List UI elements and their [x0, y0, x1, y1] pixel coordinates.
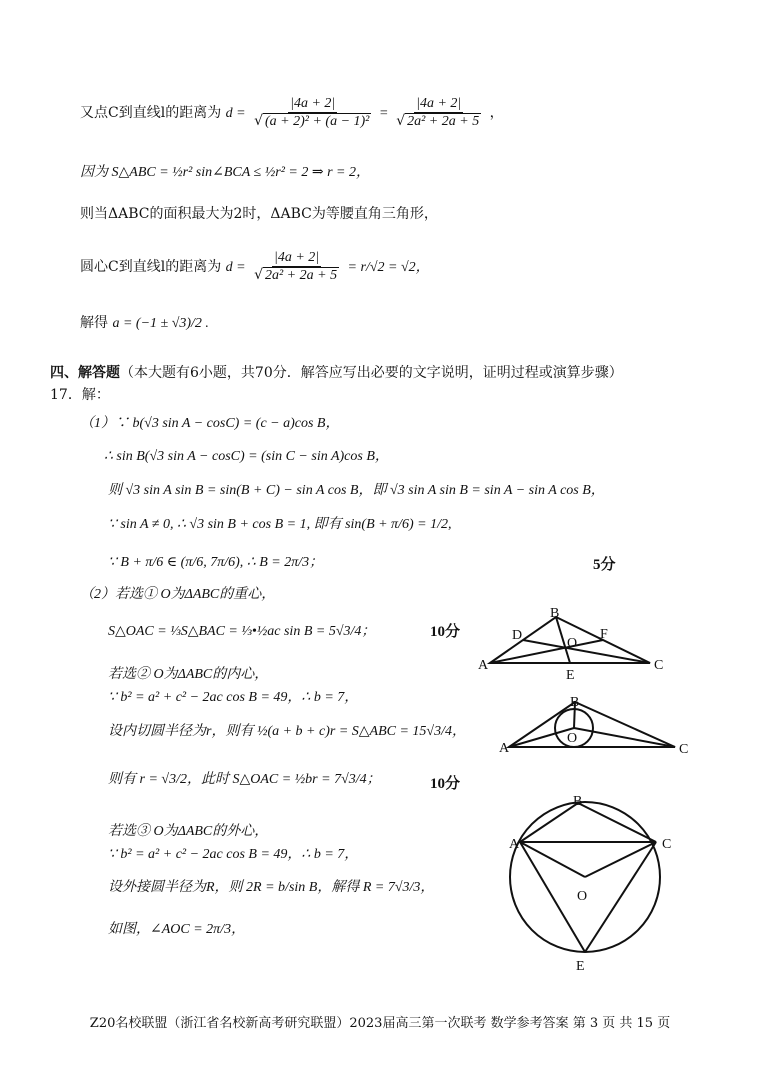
p2-line10: 如图，∠AOC = 2π/3， — [108, 922, 246, 937]
p2-line1: （2）若选① O为ΔABC的重心， — [80, 587, 276, 602]
svg-text:B: B — [573, 794, 583, 809]
p2-line8: ∵ b² = a² + c² − 2ac cos B = 49，∴ b = 7， — [108, 847, 359, 862]
svg-text:O: O — [567, 636, 578, 651]
p1-line4: ∵ sin A ≠ 0, ∴ √3 sin B + cos B = 1, 即有 sin(B + π/6) = 1/2, — [108, 517, 452, 532]
svg-text:C: C — [654, 658, 664, 673]
p1-line1: （1）∵ b(√3 sin A − cosC) = (c − a)cos B， — [80, 416, 340, 431]
p2-line5: 设内切圆半径为r，则有 ½(a + b + c)r = S△ABC = 15√3/4， — [108, 724, 467, 739]
fraction-2: $\frac{|4a + 2|}{\text{√ 2a² + 2a + 5}}$ — [396, 96, 480, 129]
svg-text:C: C — [679, 742, 689, 757]
p1-line3: 则 √3 sin A sin B = sin(B + C) − sin A cos B，即 √3 sin A sin B = sin A − sin A cos B， — [108, 483, 605, 498]
figure-circumcenter — [500, 790, 690, 975]
p1-line2: ∴ sin B(√3 sin A − cosC) = (sin C − sin A)cos B， — [104, 449, 389, 464]
p2-line6: 则有 r = √3/2，此时 S△OAC = ½br = 7√3/4； — [108, 772, 381, 787]
fraction-1: $\frac{|4a + 2|}{\text{√ (a + 2)² + (a − 1)²}}$ — [254, 96, 370, 129]
line-isosceles: 则当ΔABC的面积最大为2时，ΔABC为等腰直角三角形， — [80, 206, 438, 222]
svg-text:F: F — [600, 627, 608, 642]
score-10-a: 10分 — [430, 624, 461, 640]
svg-text:A: A — [509, 837, 520, 852]
page-footer: Z20名校联盟（浙江省名校新高考研究联盟）2023届高三第一次联考 数学参考答案 第 3 页 共 15 页 — [89, 1016, 671, 1031]
svg-text:E: E — [566, 668, 575, 683]
score-10-b: 10分 — [430, 776, 461, 792]
svg-text:B: B — [550, 606, 560, 621]
line-distance-c: 又点C到直线l的距离为 d = $\frac{|4a + 2|}{\text{√ (a + 2)² + (a − 1)²}}$ = $\frac{|4a + 2|}{\text{√ 2a² + 2a + 5}}$ ， — [80, 96, 504, 129]
figure-centroid — [470, 605, 670, 685]
svg-text:A: A — [478, 658, 489, 673]
line-distance-center: 圆心C到直线l的距离为 d = $\frac{|4a + 2|}{\text{√ 2a² + 2a + 5}}$ = r/√2 = √2， — [80, 250, 430, 283]
svg-text:O: O — [567, 731, 578, 746]
score-5: 5分 — [593, 557, 616, 573]
p2-line9: 设外接圆半径为R，则 2R = b/sin B，解得 R = 7√3/3， — [108, 880, 435, 895]
p2-line4: ∵ b² = a² + c² − 2ac cos B = 49，∴ b = 7， — [108, 690, 359, 705]
svg-text:C: C — [662, 837, 672, 852]
svg-text:E: E — [576, 959, 585, 974]
q17-label: 17．解： — [50, 387, 110, 403]
svg-text:A: A — [499, 741, 510, 756]
svg-text:B: B — [570, 695, 580, 710]
p1-line5: ∵ B + π/6 ∈ (π/6, 7π/6), ∴ B = 2π/3； — [108, 555, 324, 570]
svg-text:D: D — [512, 628, 523, 643]
svg-text:O: O — [577, 889, 588, 904]
p2-line3: 若选② O为ΔABC的内心， — [108, 667, 269, 682]
p2-line2: S△OAC = ⅓S△BAC = ⅓•½ac sin B = 5√3/4； — [108, 624, 376, 639]
section-header: 四、解答题（本大题有6小题，共70分．解答应写出必要的文字说明，证明过程或演算步骤） — [50, 365, 623, 381]
line-area-ineq: 因为 S△ABC = ½r² sin∠BCA ≤ ½r² = 2 ⇒ r = 2， — [80, 165, 370, 180]
p2-line7: 若选③ O为ΔABC的外心， — [108, 824, 269, 839]
line-solve-a: 解得 a = (−1 ± √3)/2 . — [80, 315, 209, 331]
figure-incenter — [495, 690, 695, 762]
